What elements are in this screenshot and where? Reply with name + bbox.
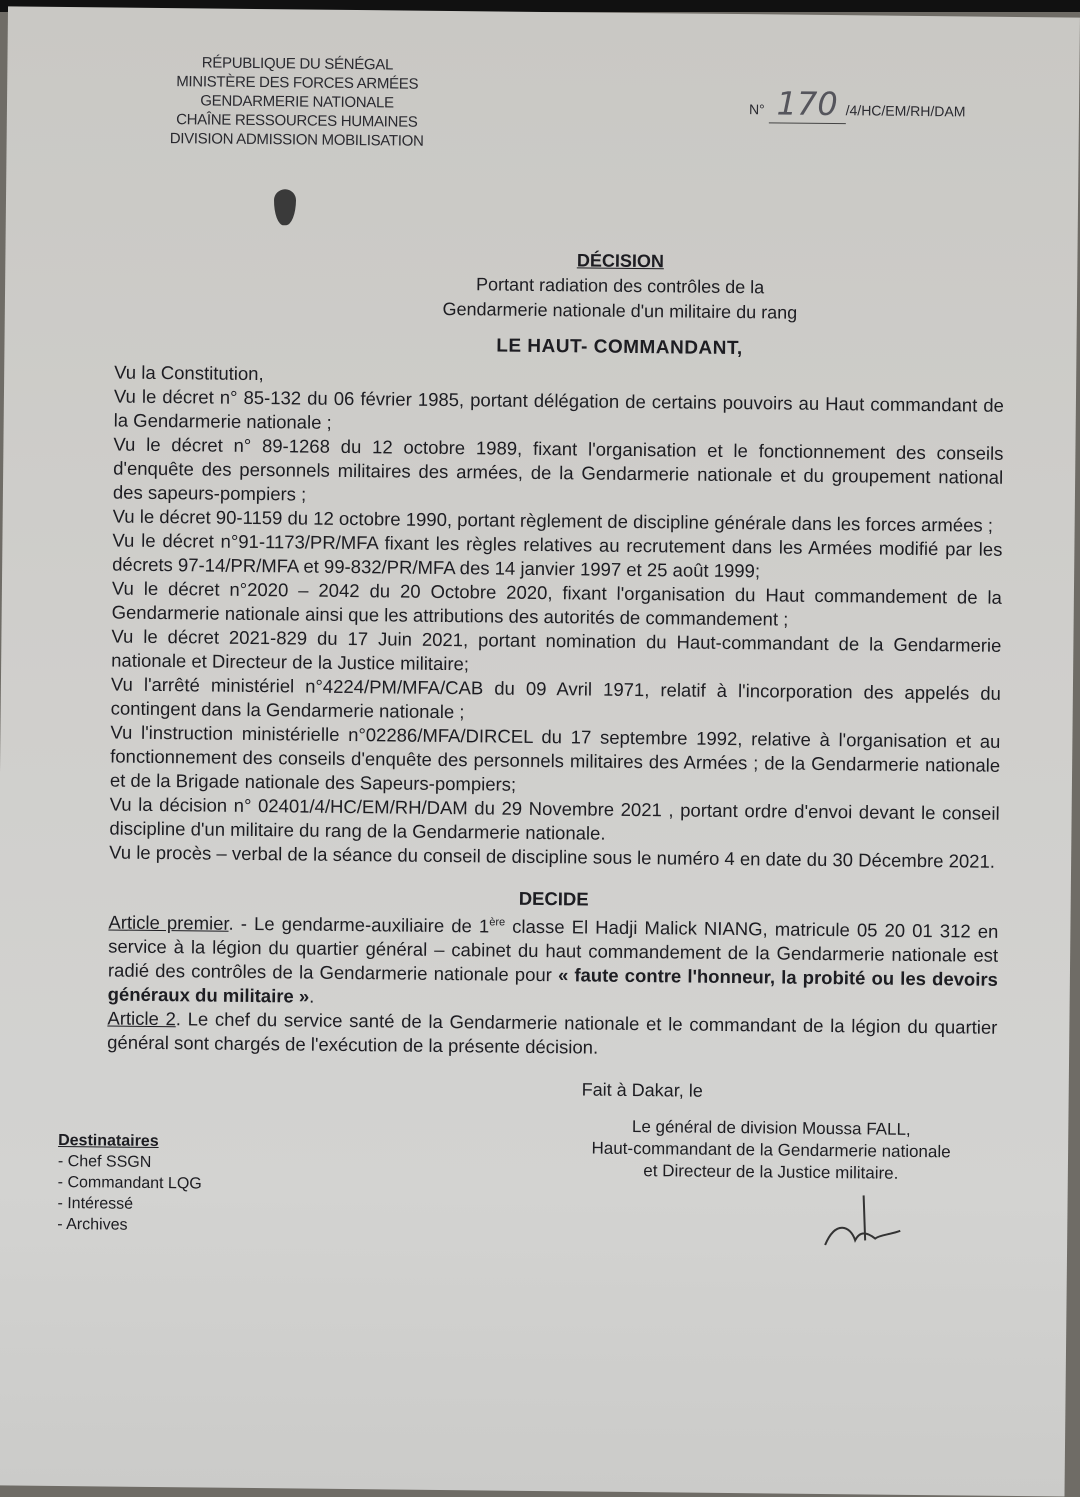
recipient: - Intéressé [57, 1194, 134, 1213]
superscript: ère [489, 916, 506, 929]
recipient: - Archives [57, 1215, 128, 1234]
recipient: - Commandant LQG [57, 1173, 202, 1193]
visa: Vu le décret n°91-1173/PR/MFA fixant les règles relatives au recrutement dans les Armées modifié par les décrets 97-14/PR/MFA et 99-832/PR/MFA des 14 janvier 1997 et 25 août 1999; [112, 529, 1003, 582]
ref-suffix: /4/HC/EM/RH/DAM [845, 102, 966, 120]
visa: Vu l'arrêté ministériel n°4224/PM/MFA/CAB du 09 Avril 1971, relatif à l'incorporation des appelés du contingent dans la Gendarmerie nationale ; [110, 673, 1002, 723]
article-text: . - Le gendarme-auxiliaire de 1 [228, 912, 490, 937]
letterhead-line: GENDARMERIE NATIONALE [200, 92, 394, 112]
letterhead-line: DIVISION ADMISSION MOBILISATION [169, 130, 424, 150]
visa: Vu le décret n°2020 – 2042 du 20 Octobre 2020, fixant l'organisation du Haut commandement de la Gendarmerie nationale ainsi que les attributions des autorités de commandement ; [111, 577, 1003, 630]
title-heading: DÉCISION [576, 250, 665, 272]
signature-section [555, 1077, 987, 1251]
recipient: - Chef SSGN [57, 1152, 152, 1171]
document-title [395, 246, 846, 326]
article-bold-text: « faute contre l'honneur, la probité ou les devoirs généraux du militaire » [107, 964, 999, 1007]
visa: Vu la décision n° 02401/4/HC/EM/RH/DAM du 29 Novembre 2021 , portant ordre d'envoi devant le conseil discipline d'un militaire du rang de la Gendarmerie nationale. [109, 793, 1000, 844]
signatory-line: et Directeur de la Justice militaire. [643, 1161, 899, 1183]
ref-number-handwritten: 170 [768, 84, 845, 124]
signatory-block [556, 1115, 987, 1185]
reference-number [749, 84, 966, 124]
letterhead-line: CHAÎNE RESSOURCES HUMAINES [176, 111, 418, 131]
title-sub: Gendarmerie nationale d'un militaire du rang [442, 298, 798, 323]
visa: Vu le procès – verbal de la séance du conseil de discipline sous le numéro 4 en date du 30 Décembre 2021. [109, 841, 996, 872]
article-1 [108, 910, 999, 1015]
closing-section [57, 1072, 997, 1251]
ref-prefix: N° [748, 101, 765, 118]
document-body [107, 361, 1004, 1064]
signature-mark [805, 1190, 916, 1251]
emblem-icon [274, 189, 296, 225]
article-label: Article 2 [107, 1007, 176, 1030]
article-label: Article premier [108, 911, 229, 934]
visa: Vu la Constitution, [114, 361, 264, 385]
article-text: classe El Hadji Malick NIANG, matricule 05 20 01 312 en service à la légion du quartier général – cabinet du haut commandement de la Gendarmerie nationale est radié des contrôles de la Gendarmerie nationale pour [107, 915, 999, 986]
authority-heading: LE HAUT- COMMANDANT, [496, 335, 743, 360]
article-2 [107, 1006, 997, 1063]
signatory-line: Haut-commandant de la Gendarmerie nationale [591, 1138, 951, 1162]
visa: Vu le décret n° 89-1268 du 12 octobre 1989, fixant l'organisation et le fonctionnement des conseils d'enquête des personnels militaires des armées, de la Gendarmerie nationale et du groupement national des sapeurs-pompiers ; [112, 433, 1004, 505]
letterhead [132, 53, 463, 151]
visa: Vu l'instruction ministérielle n°02286/MFA/DIRCEL du 17 septembre 1992, relative à l'organisation et au fonctionnement des conseils d'enquête des personnels militaires des Armées ; de la Gendarmerie nationale et de la Brigade nationale des Sapeurs-pompiers; [109, 721, 1001, 795]
document-flow [57, 244, 1005, 1252]
article-text: . [309, 985, 315, 1007]
visa: Vu le décret 2021-829 du 17 Juin 2021, portant nomination du Haut-commandant de la Gendarmerie nationale et Directeur de la Justice militaire; [111, 625, 1002, 675]
letterhead-line: MINISTÈRE DES FORCES ARMÉES [176, 73, 419, 93]
decide-heading: DECIDE [518, 887, 589, 910]
signatory-line: Le général de division Moussa FALL, [631, 1116, 911, 1139]
article-text: . Le chef du service santé de la Gendarmerie nationale et le commandant de la légion du quartier général sont chargés de l'exécution de la présente décision. [107, 1008, 998, 1058]
recipients-list [57, 1130, 202, 1244]
place-date: Fait à Dakar, le [581, 1079, 703, 1101]
document-page [0, 6, 1080, 1496]
visa: Vu le décret n° 85-132 du 06 février 1985, portant délégation de certains pouvoirs au Haut commandant de la Gendarmerie nationale ; [113, 385, 1005, 433]
letterhead-line: RÉPUBLIQUE DU SÉNÉGAL [201, 54, 394, 74]
recipients-heading: Destinataires [58, 1131, 159, 1151]
title-sub: Portant radiation des contrôles de la [475, 274, 765, 298]
visa: Vu le décret 90-1159 du 12 octobre 1990, portant règlement de discipline générale dans les forces armées ; [112, 505, 994, 536]
